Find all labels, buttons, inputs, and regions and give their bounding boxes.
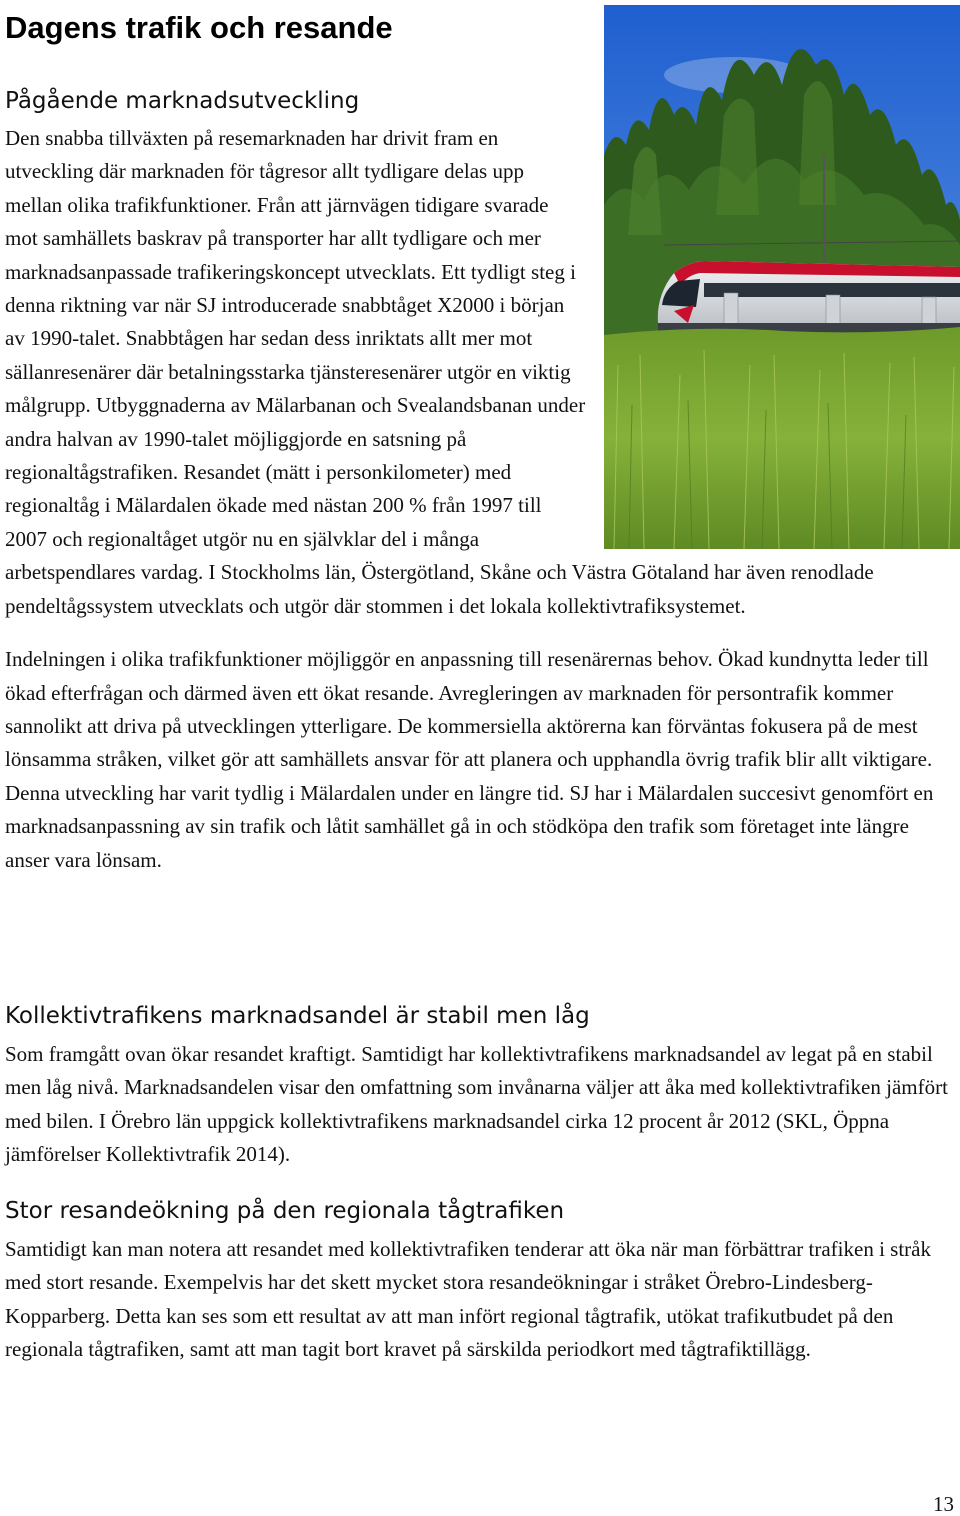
section-regional-rail-growth: [5, 1233, 955, 1367]
section-market-development: [5, 122, 955, 897]
section-heading-regional-rail-growth: Stor resandeökning på den regionala tågtrafiken: [5, 1198, 565, 1224]
paragraph-regional-rail-growth: Samtidigt kan man notera att resandet med kollektivtrafiken tenderar att öka när man förbättrar trafiken i stråk med stort resande. Exempelvis har det skett mycket stora resandeökningar i stråket Örebro-Lindesberg-Kopparberg. Detta kan ses som ett resultat av att man infört regional tågtrafik, utökat trafikutbudet på den regionala tågtrafiken, samt att man tagit bort kravet på särskilda periodkort med tågtrafiktillägg.: [5, 1237, 931, 1362]
page-number: 13: [933, 1492, 954, 1516]
train-in-meadow-image: [604, 5, 960, 549]
section-heading-market-share: Kollektivtrafikens marknadsandel är stabil men låg: [5, 1003, 590, 1029]
section-market-share: [5, 1038, 955, 1172]
paragraph-market-share: Som framgått ovan ökar resandet kraftigt. Samtidigt har kollektivtrafikens marknadsandel av legat på en stabil men låg nivå. Marknadsandelen visar den omfattning som invånarna väljer att åka med kollektivtrafiken jämfört med bilen. I Örebro län uppgick kollektivtrafikens marknadsandel cirka 12 procent år 2012 (SKL, Öppna jämförelser Kollektivtrafik 2014).: [5, 1042, 948, 1167]
page-title: Dagens trafik och resande: [5, 10, 393, 45]
train-photo: [604, 5, 960, 549]
paragraph-market-development-1: Den snabba tillväxten på resemarknaden har drivit fram en utveckling där marknaden för tågresor allt tydligare delas upp mellan olika trafikfunktioner. Från att järnvägen tidigare svarade mot samhällets baskrav på transporter har allt tydligare och mer marknadsanpassade trafikeringskoncept utvecklats. Ett tydligt steg i denna riktning var när SJ introducerade snabbtåget X2000 i början av 1990-talet. Snabbtågen har sedan dess inriktats allt mer mot sällanresenärer där betalningsstarka tjänsteresenärer utgör en viktig målgrupp. Utbyggnaderna av Mälarbanan och Svealandsbanan under andra halvan av 1990-talet möjliggjorde en satsning på regionaltågstrafiken. Resandet (mätt i personkilometer) med regionaltåg i Mälardalen ökade med nästan 200 % från 1997 till 2007 och regionaltåget utgör nu en självklar del i många arbetspendlares vardag. I Stockholms län, Östergötland, Skåne och Västra Götaland har även renodlade pendeltågssystem utvecklats och utgör där stommen i det lokala kollektivtrafiksystemet.: [5, 126, 874, 618]
section-heading-market-development: Pågående marknadsutveckling: [5, 88, 360, 114]
paragraph-market-development-2: Indelningen i olika trafikfunktioner möjliggör en anpassning till resenärernas behov. Ökad kundnytta leder till ökad efterfrågan och därmed även ett ökat resande. Avregleringen av marknaden för persontrafik kommer sannolikt att driva på utvecklingen ytterligare. De kommersiella aktörerna kan förväntas fokusera på de mest lönsamma stråken, vilket gör att samhällets ansvar för att planera och upphandla övrig trafik blir allt viktigare. Denna utveckling har varit tydlig i Mälardalen under en längre tid. SJ har i Mälardalen succesivt genomfört en marknadsanpassning av sin trafik och låtit samhället gå in och stödköpa den trafik som företaget inte längre anser vara lönsam.: [5, 647, 934, 872]
